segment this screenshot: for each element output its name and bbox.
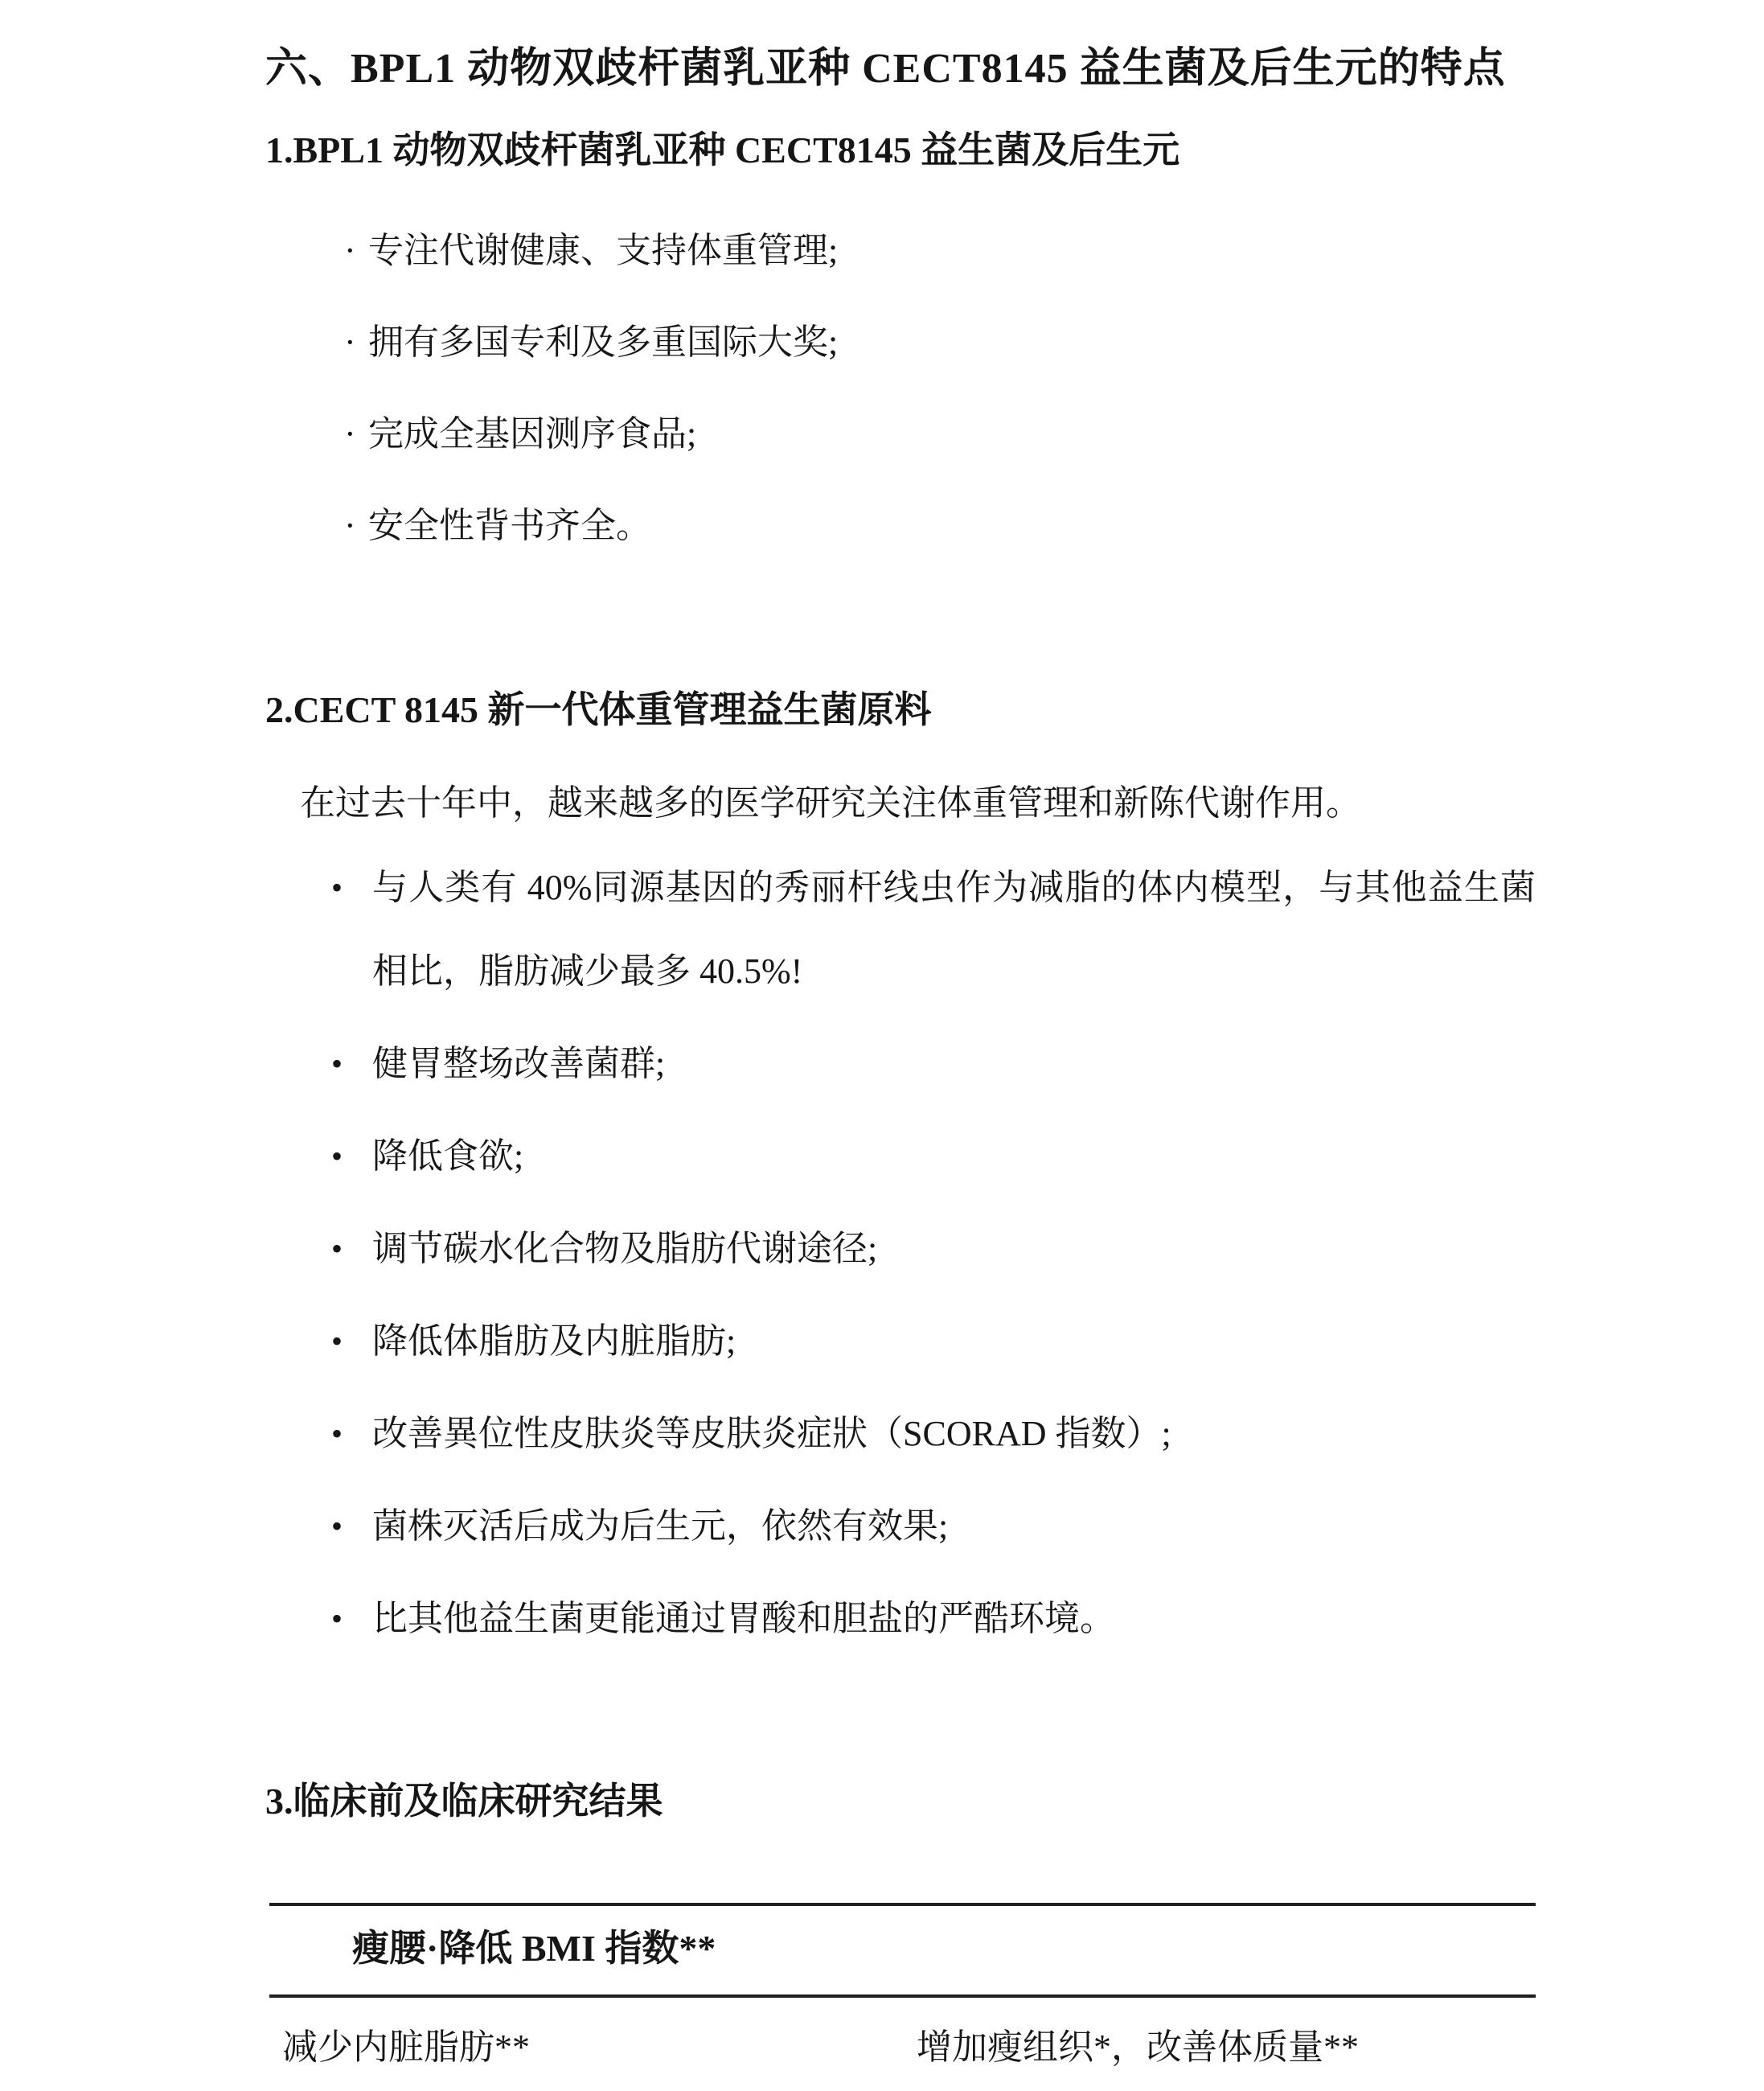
results-table-header: 瘦腰·降低 BMI 指数** (269, 1903, 1536, 1998)
list-item-text: 专注代谢健康、支持体重管理; (368, 231, 839, 270)
list-item (331, 1392, 1536, 1476)
bullet-icon: • (331, 1508, 343, 1544)
list-item-text: 比其他益生菌更能通过胃酸和胆盐的严酷环境。 (372, 1599, 1115, 1638)
page-title: 六、BPL1 动物双歧杆菌乳亚种 CECT8145 益生菌及后生元的特点 (265, 46, 1506, 92)
list-item (331, 1022, 1536, 1106)
section2-intro-paragraph: 在过去十年中，越来越多的医学研究关注体重管理和新陈代谢作用。 (300, 783, 1361, 823)
bullet-icon: · (344, 414, 356, 454)
section1-bullet-list (344, 227, 838, 594)
list-item (344, 410, 838, 458)
list-item (331, 1300, 1536, 1383)
section1-heading: 1.BPL1 动物双歧杆菌乳亚种 CECT8145 益生菌及后生元 (265, 129, 1180, 170)
bullet-icon: • (331, 1138, 343, 1174)
section2-heading: 2.CECT 8145 新一代体重管理益生菌原料 (265, 689, 932, 730)
bullet-icon: • (331, 1600, 343, 1637)
table-row (269, 1998, 1536, 2070)
list-item-text: 安全性背书齐全。 (368, 506, 651, 545)
list-item-text: 调节碳水化合物及脂肪代谢途径; (372, 1229, 878, 1268)
list-item (331, 1115, 1536, 1198)
bullet-icon: · (344, 506, 356, 545)
table-cell: 增加瘦组织*，改善体质量** (917, 2027, 1359, 2067)
list-item (331, 1577, 1536, 1661)
bullet-icon: • (331, 1323, 343, 1359)
list-item (344, 227, 838, 275)
bullet-icon: · (344, 322, 356, 362)
list-item-text: 降低食欲; (372, 1136, 524, 1176)
list-item-text: 完成全基因测序食品; (368, 414, 697, 454)
list-item-text: 降低体脂肪及内脏脂肪; (372, 1321, 736, 1361)
list-item (331, 846, 1536, 1013)
list-item (344, 318, 838, 367)
list-item-text: 与人类有 40%同源基因的秀丽杆线虫作为减脂的体内模型，与其他益生菌相比，脂肪减少最多 40.5%! (372, 868, 1536, 991)
list-item (331, 1485, 1536, 1568)
results-table (269, 1903, 1536, 2070)
list-item-text: 健胃整场改善菌群; (372, 1044, 666, 1083)
list-item-text: 拥有多国专利及多重国际大奖; (368, 322, 839, 362)
list-item-text: 改善異位性皮肤炎等皮肤炎症狀（SCORAD 指数）; (372, 1414, 1171, 1453)
list-item (344, 502, 838, 550)
table-cell: 减少内脏脂肪** (282, 2027, 530, 2067)
bullet-icon: • (331, 1046, 343, 1082)
section2-bullet-list (331, 846, 1536, 1670)
bullet-icon: · (344, 231, 356, 270)
section3-heading: 3.临床前及临床研究结果 (265, 1781, 663, 1822)
bullet-icon: • (331, 1230, 343, 1267)
bullet-icon: • (331, 869, 343, 906)
list-item-text: 菌株灭活后成为后生元，依然有效果; (372, 1506, 949, 1546)
list-item (331, 1207, 1536, 1291)
bullet-icon: • (331, 1415, 343, 1452)
